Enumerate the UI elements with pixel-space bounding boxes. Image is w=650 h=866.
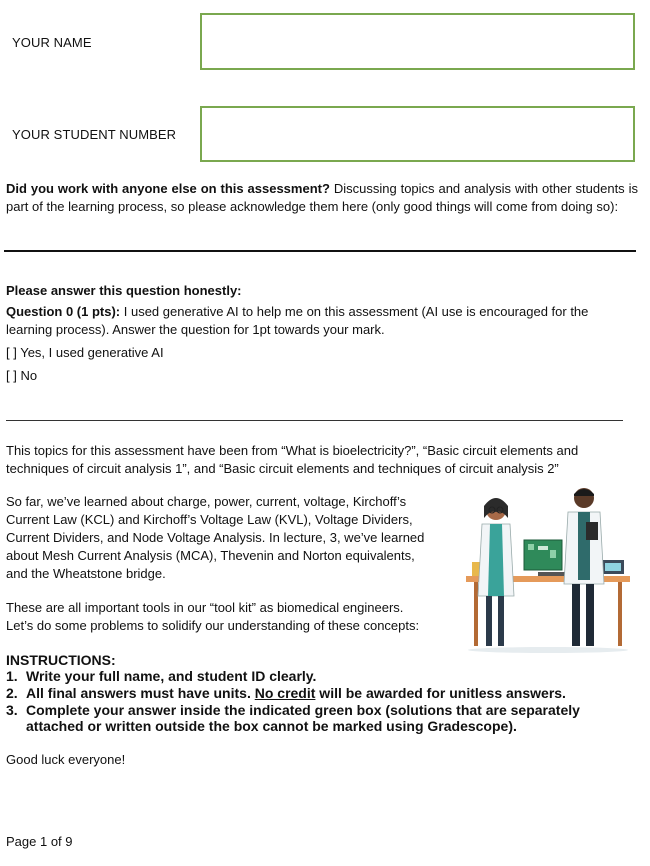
learned-line: Current Dividers, and Node Voltage Analysis. In lecture, 3, we’ve learned bbox=[6, 530, 425, 545]
instructions-heading: INSTRUCTIONS: bbox=[6, 652, 116, 668]
name-label: YOUR NAME bbox=[12, 35, 92, 50]
section-divider bbox=[6, 420, 623, 421]
question-0 bbox=[6, 303, 638, 339]
option-no[interactable]: [ ] No bbox=[6, 368, 38, 383]
toolkit-paragraph bbox=[6, 599, 419, 635]
topics-paragraph: This topics for this assessment have been from “What is bioelectricity?”, “Basic circuit elements and techniques of circuit analysis 1”, and “Basic circuit elements and techniques of circuit analysis 2” bbox=[6, 443, 579, 476]
learned-line: So far, we’ve learned about charge, power, current, voltage, Kirchoff’s bbox=[6, 494, 407, 509]
instruction-item: 1. Write your full name, and student ID clearly. bbox=[6, 668, 317, 684]
tool bbox=[538, 572, 566, 576]
instruction-item: 3. Complete your answer inside the indicated green box (solutions that are separately bbox=[6, 702, 580, 718]
collaboration-text: Discussing topics and analysis with other students is part of the learning process, so please acknowledge them here (only good things will come from doing so): bbox=[6, 181, 638, 214]
toolkit-line: These are all important tools in our “tool kit” as biomedical engineers. bbox=[6, 600, 404, 615]
collaboration-question: Did you work with anyone else on this assessment? bbox=[6, 181, 330, 196]
student-number-label: YOUR STUDENT NUMBER bbox=[12, 127, 177, 142]
collaboration-answer-line[interactable] bbox=[4, 250, 636, 252]
question-0-label: Question 0 (1 pts): bbox=[6, 304, 121, 319]
toolkit-line: Let’s do some problems to solidify our understanding of these concepts: bbox=[6, 618, 420, 633]
engineers-illustration bbox=[462, 484, 634, 656]
instruction-item-continuation: attached or written outside the box cannot be marked using Gradescope). bbox=[26, 718, 517, 734]
instruction-item: 2. All final answers must have units. No credit will be awarded for unitless answers. bbox=[6, 685, 566, 701]
collaboration-paragraph bbox=[6, 180, 638, 216]
closing-text: Good luck everyone! bbox=[6, 752, 126, 767]
learned-line: Current Law (KCL) and Kirchoff’s Voltage Law (KVL), Voltage Dividers, bbox=[6, 512, 413, 527]
learned-line: and the Wheatstone bridge. bbox=[6, 566, 166, 581]
learned-line: about Mesh Current Analysis (MCA), Thevenin and Norton equivalents, bbox=[6, 548, 415, 563]
option-yes-generative-ai[interactable]: [ ] Yes, I used generative AI bbox=[6, 345, 164, 360]
name-input-box[interactable] bbox=[200, 13, 635, 70]
page-number: Page 1 of 9 bbox=[6, 834, 73, 849]
tablet bbox=[586, 522, 598, 540]
honesty-heading: Please answer this question honestly: bbox=[6, 283, 242, 298]
table-leg bbox=[618, 582, 622, 646]
learned-paragraph bbox=[6, 493, 424, 583]
question-0-text: I used generative AI to help me on this assessment (AI use is encouraged for the learning process). Answer the question for 1pt towards your mark. bbox=[6, 304, 589, 337]
student-number-input-box[interactable] bbox=[200, 106, 635, 162]
table-leg bbox=[474, 582, 478, 646]
